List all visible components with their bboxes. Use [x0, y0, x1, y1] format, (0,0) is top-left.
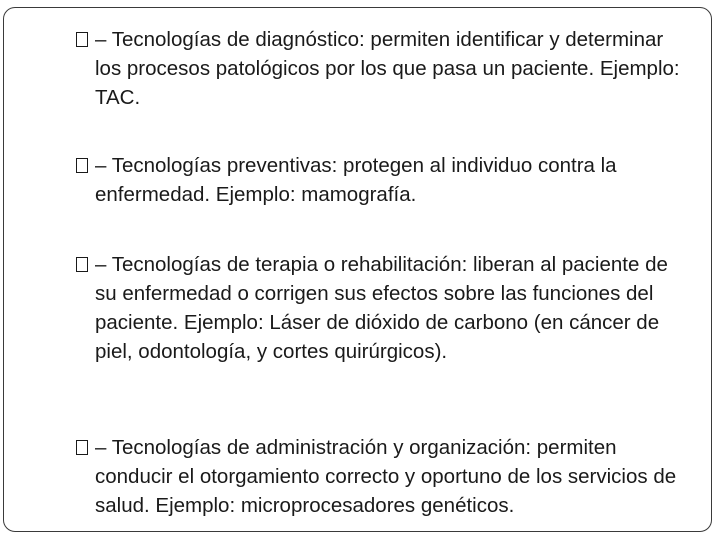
bullet-text: – Tecnologías preventivas: protegen al individuo contra la enfermedad. Ejemplo: mamografía.: [95, 154, 617, 206]
bullet-text: – Tecnologías de administración y organización: permiten conducir el otorgamiento correcto y oportuno de los servicios de salud. Ejemplo: microprocesadores genéticos.: [95, 436, 677, 517]
bullet-text: – Tecnologías de terapia o rehabilitación: liberan al paciente de su enfermedad o corrigen sus efectos sobre las funciones del paciente. Ejemplo: Láser de dióxido de carbono (en cáncer de piel, odontología, y cortes quirúrgicos).: [95, 253, 668, 363]
slide-border: [3, 7, 712, 532]
bullet-text: – Tecnologías de diagnóstico: permiten identificar y determinar los procesos patológicos por los que pasa un paciente. Ejemplo: TAC.: [95, 28, 680, 109]
